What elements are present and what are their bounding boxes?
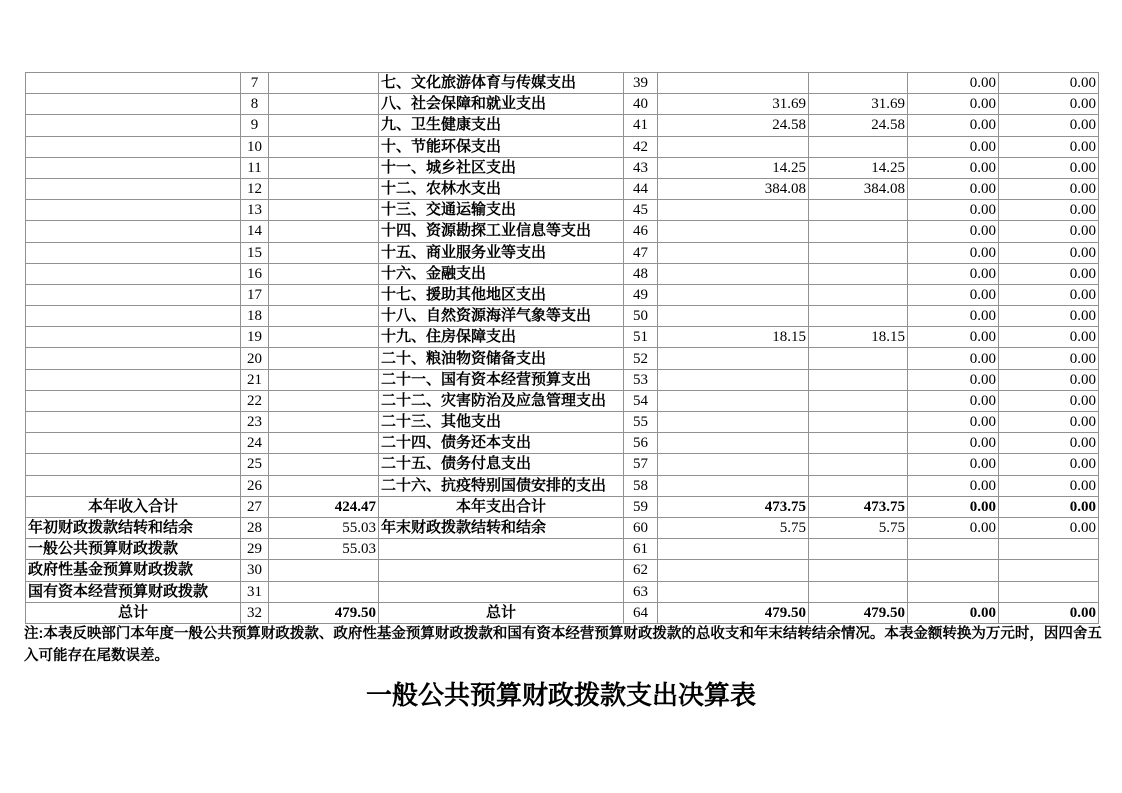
left-amount-cell (269, 348, 379, 369)
value-cell: 0.00 (999, 433, 1099, 454)
value-cell: 0.00 (999, 263, 1099, 284)
value-cell: 0.00 (999, 517, 1099, 538)
left-rownum-cell: 12 (241, 178, 269, 199)
right-rownum-cell: 54 (624, 390, 658, 411)
left-label-cell (26, 221, 241, 242)
right-rownum-cell: 53 (624, 369, 658, 390)
table-row (26, 602, 1099, 623)
value-cell (658, 539, 809, 560)
left-rownum-cell: 10 (241, 136, 269, 157)
left-amount-cell (269, 433, 379, 454)
value-cell (809, 560, 908, 581)
value-cell (658, 221, 809, 242)
left-label-cell (26, 136, 241, 157)
left-label-cell (26, 454, 241, 475)
left-amount-cell (269, 306, 379, 327)
left-rownum-cell: 22 (241, 390, 269, 411)
left-label-cell (26, 348, 241, 369)
table-row (26, 348, 1099, 369)
right-rownum-cell: 63 (624, 581, 658, 602)
value-cell: 0.00 (999, 412, 1099, 433)
left-amount-cell (269, 221, 379, 242)
value-cell (809, 284, 908, 305)
value-cell (999, 539, 1099, 560)
value-cell: 0.00 (999, 221, 1099, 242)
right-rownum-cell: 52 (624, 348, 658, 369)
value-cell: 0.00 (999, 327, 1099, 348)
value-cell: 0.00 (908, 517, 999, 538)
left-rownum-cell: 29 (241, 539, 269, 560)
left-rownum-cell: 19 (241, 327, 269, 348)
left-amount-cell (269, 73, 379, 94)
value-cell: 0.00 (908, 263, 999, 284)
value-cell: 479.50 (809, 602, 908, 623)
table-row (26, 560, 1099, 581)
value-cell (908, 581, 999, 602)
table-row (26, 284, 1099, 305)
value-cell: 479.50 (658, 602, 809, 623)
value-cell: 384.08 (809, 178, 908, 199)
value-cell: 0.00 (999, 369, 1099, 390)
left-rownum-cell: 24 (241, 433, 269, 454)
left-label-cell (26, 115, 241, 136)
value-cell: 14.25 (809, 157, 908, 178)
value-cell (658, 433, 809, 454)
value-cell: 31.69 (658, 94, 809, 115)
right-rownum-cell: 48 (624, 263, 658, 284)
left-label-cell (26, 284, 241, 305)
left-rownum-cell: 8 (241, 94, 269, 115)
left-rownum-cell: 23 (241, 412, 269, 433)
value-cell (658, 348, 809, 369)
left-rownum-cell: 13 (241, 200, 269, 221)
value-cell (809, 412, 908, 433)
left-amount-cell (269, 560, 379, 581)
value-cell (809, 348, 908, 369)
value-cell (809, 242, 908, 263)
left-amount-cell (269, 284, 379, 305)
value-cell: 473.75 (809, 496, 908, 517)
value-cell: 0.00 (999, 178, 1099, 199)
right-rownum-cell: 47 (624, 242, 658, 263)
right-rownum-cell: 45 (624, 200, 658, 221)
table-row (26, 390, 1099, 411)
table-row (26, 94, 1099, 115)
left-amount-cell (269, 115, 379, 136)
right-rownum-cell: 49 (624, 284, 658, 305)
value-cell: 18.15 (809, 327, 908, 348)
table-row (26, 221, 1099, 242)
left-rownum-cell: 14 (241, 221, 269, 242)
value-cell (658, 200, 809, 221)
value-cell: 0.00 (908, 221, 999, 242)
left-amount-cell (269, 94, 379, 115)
value-cell: 473.75 (658, 496, 809, 517)
right-rownum-cell: 50 (624, 306, 658, 327)
value-cell: 0.00 (908, 433, 999, 454)
value-cell: 0.00 (908, 242, 999, 263)
right-label-cell: 九、卫生健康支出 (379, 115, 624, 136)
value-cell: 0.00 (908, 157, 999, 178)
value-cell: 24.58 (809, 115, 908, 136)
value-cell: 0.00 (999, 306, 1099, 327)
value-cell: 0.00 (908, 73, 999, 94)
left-amount-cell (269, 327, 379, 348)
right-label-cell: 二十、粮油物资储备支出 (379, 348, 624, 369)
left-amount-cell (269, 242, 379, 263)
left-label-cell (26, 369, 241, 390)
left-rownum-cell: 7 (241, 73, 269, 94)
value-cell: 0.00 (999, 602, 1099, 623)
value-cell: 18.15 (658, 327, 809, 348)
left-label-cell: 政府性基金预算财政拨款 (26, 560, 241, 581)
right-label-cell: 十六、金融支出 (379, 263, 624, 284)
left-rownum-cell: 18 (241, 306, 269, 327)
left-label-cell (26, 433, 241, 454)
right-label-cell: 年末财政拨款结转和结余 (379, 517, 624, 538)
value-cell: 0.00 (908, 284, 999, 305)
value-cell (658, 454, 809, 475)
left-rownum-cell: 20 (241, 348, 269, 369)
value-cell: 384.08 (658, 178, 809, 199)
value-cell (809, 433, 908, 454)
value-cell (908, 539, 999, 560)
right-rownum-cell: 64 (624, 602, 658, 623)
right-label-cell: 八、社会保障和就业支出 (379, 94, 624, 115)
right-rownum-cell: 51 (624, 327, 658, 348)
value-cell: 5.75 (809, 517, 908, 538)
left-amount-cell (269, 454, 379, 475)
left-amount-cell (269, 136, 379, 157)
value-cell: 0.00 (908, 496, 999, 517)
table-row (26, 475, 1099, 496)
left-amount-cell (269, 581, 379, 602)
value-cell (809, 581, 908, 602)
left-label-cell (26, 178, 241, 199)
table-row (26, 433, 1099, 454)
value-cell (658, 412, 809, 433)
right-rownum-cell: 40 (624, 94, 658, 115)
value-cell: 0.00 (908, 369, 999, 390)
left-label-cell (26, 390, 241, 411)
left-label-cell (26, 412, 241, 433)
left-label-cell: 一般公共预算财政拨款 (26, 539, 241, 560)
left-label-cell (26, 73, 241, 94)
left-label-cell: 国有资本经营预算财政拨款 (26, 581, 241, 602)
left-rownum-cell: 32 (241, 602, 269, 623)
value-cell (658, 390, 809, 411)
right-label-cell (379, 581, 624, 602)
value-cell (658, 306, 809, 327)
value-cell (809, 200, 908, 221)
value-cell (658, 73, 809, 94)
right-rownum-cell: 61 (624, 539, 658, 560)
value-cell (658, 242, 809, 263)
right-rownum-cell: 59 (624, 496, 658, 517)
left-amount-cell (269, 369, 379, 390)
value-cell (999, 581, 1099, 602)
value-cell: 0.00 (908, 178, 999, 199)
left-rownum-cell: 17 (241, 284, 269, 305)
value-cell: 0.00 (908, 390, 999, 411)
value-cell (809, 221, 908, 242)
right-label-cell (379, 539, 624, 560)
right-label-cell: 十八、自然资源海洋气象等支出 (379, 306, 624, 327)
value-cell (809, 136, 908, 157)
right-label-cell: 十二、农林水支出 (379, 178, 624, 199)
right-label-cell: 二十一、国有资本经营预算支出 (379, 369, 624, 390)
right-rownum-cell: 62 (624, 560, 658, 581)
right-rownum-cell: 39 (624, 73, 658, 94)
table-row (26, 412, 1099, 433)
right-label-cell: 十、节能环保支出 (379, 136, 624, 157)
value-cell: 0.00 (999, 284, 1099, 305)
table-row (26, 136, 1099, 157)
table-note: 注:本表反映部门本年度一般公共预算财政拨款、政府性基金预算财政拨款和国有资本经营预算财政拨款的总收支和年末结转结余情况。本表金额转换为万元时，因四舍五入可能存在尾数误差。 (24, 626, 1102, 664)
value-cell: 0.00 (999, 348, 1099, 369)
left-rownum-cell: 16 (241, 263, 269, 284)
right-rownum-cell: 41 (624, 115, 658, 136)
value-cell (809, 475, 908, 496)
left-label-cell (26, 263, 241, 284)
right-label-cell: 十一、城乡社区支出 (379, 157, 624, 178)
left-label-cell (26, 94, 241, 115)
value-cell (658, 560, 809, 581)
right-label-cell: 二十四、债务还本支出 (379, 433, 624, 454)
right-rownum-cell: 44 (624, 178, 658, 199)
right-label-cell: 二十三、其他支出 (379, 412, 624, 433)
right-rownum-cell: 60 (624, 517, 658, 538)
left-amount-cell: 479.50 (269, 602, 379, 623)
right-label-cell: 二十五、债务付息支出 (379, 454, 624, 475)
left-rownum-cell: 28 (241, 517, 269, 538)
table-row (26, 242, 1099, 263)
value-cell (658, 284, 809, 305)
left-label-cell: 年初财政拨款结转和结余 (26, 517, 241, 538)
table-body (26, 73, 1099, 624)
value-cell: 0.00 (999, 242, 1099, 263)
value-cell (908, 560, 999, 581)
value-cell (658, 581, 809, 602)
left-amount-cell (269, 157, 379, 178)
left-rownum-cell: 11 (241, 157, 269, 178)
left-rownum-cell: 15 (241, 242, 269, 263)
value-cell (658, 136, 809, 157)
left-amount-cell (269, 200, 379, 221)
value-cell: 5.75 (658, 517, 809, 538)
page-title: 一般公共预算财政拨款支出决算表 (365, 680, 756, 710)
table-row (26, 327, 1099, 348)
left-amount-cell (269, 412, 379, 433)
value-cell: 0.00 (908, 200, 999, 221)
value-cell: 0.00 (999, 475, 1099, 496)
left-amount-cell: 424.47 (269, 496, 379, 517)
right-label-cell: 二十六、抗疫特别国债安排的支出 (379, 475, 624, 496)
table-row (26, 581, 1099, 602)
value-cell: 0.00 (908, 475, 999, 496)
value-cell: 0.00 (908, 136, 999, 157)
table-row (26, 454, 1099, 475)
right-rownum-cell: 43 (624, 157, 658, 178)
value-cell (809, 369, 908, 390)
value-cell (999, 560, 1099, 581)
left-label-cell: 总计 (26, 602, 241, 623)
value-cell: 0.00 (908, 327, 999, 348)
value-cell: 0.00 (999, 496, 1099, 517)
table-row (26, 369, 1099, 390)
value-cell: 0.00 (908, 454, 999, 475)
right-label-cell: 二十二、灾害防治及应急管理支出 (379, 390, 624, 411)
value-cell (658, 369, 809, 390)
value-cell (809, 390, 908, 411)
value-cell (809, 73, 908, 94)
left-rownum-cell: 27 (241, 496, 269, 517)
right-label-cell: 七、文化旅游体育与传媒支出 (379, 73, 624, 94)
left-rownum-cell: 26 (241, 475, 269, 496)
left-rownum-cell: 31 (241, 581, 269, 602)
value-cell: 14.25 (658, 157, 809, 178)
value-cell: 0.00 (908, 412, 999, 433)
table-row (26, 517, 1099, 538)
right-label-cell: 十五、商业服务业等支出 (379, 242, 624, 263)
left-rownum-cell: 21 (241, 369, 269, 390)
table-row (26, 496, 1099, 517)
right-rownum-cell: 56 (624, 433, 658, 454)
table-row (26, 157, 1099, 178)
value-cell: 0.00 (999, 115, 1099, 136)
value-cell: 0.00 (908, 94, 999, 115)
right-label-cell (379, 560, 624, 581)
value-cell: 0.00 (999, 390, 1099, 411)
value-cell (809, 306, 908, 327)
right-label-cell: 十九、住房保障支出 (379, 327, 624, 348)
left-label-cell (26, 200, 241, 221)
value-cell: 0.00 (999, 454, 1099, 475)
left-rownum-cell: 25 (241, 454, 269, 475)
right-rownum-cell: 46 (624, 221, 658, 242)
value-cell: 0.00 (999, 157, 1099, 178)
right-rownum-cell: 58 (624, 475, 658, 496)
value-cell: 0.00 (999, 200, 1099, 221)
left-amount-cell (269, 263, 379, 284)
table-row (26, 539, 1099, 560)
value-cell: 0.00 (999, 73, 1099, 94)
budget-table (25, 72, 1099, 624)
value-cell (658, 263, 809, 284)
value-cell: 0.00 (908, 115, 999, 136)
value-cell: 0.00 (999, 94, 1099, 115)
left-label-cell (26, 475, 241, 496)
right-label-cell: 十七、援助其他地区支出 (379, 284, 624, 305)
table-row (26, 73, 1099, 94)
left-amount-cell: 55.03 (269, 517, 379, 538)
left-label-cell: 本年收入合计 (26, 496, 241, 517)
left-label-cell (26, 327, 241, 348)
table-row (26, 306, 1099, 327)
right-label-cell: 十四、资源勘探工业信息等支出 (379, 221, 624, 242)
value-cell: 0.00 (908, 602, 999, 623)
value-cell (809, 539, 908, 560)
right-label-cell: 总计 (379, 602, 624, 623)
value-cell: 0.00 (908, 348, 999, 369)
value-cell (658, 475, 809, 496)
left-rownum-cell: 30 (241, 560, 269, 581)
value-cell: 0.00 (908, 306, 999, 327)
left-amount-cell (269, 178, 379, 199)
value-cell: 31.69 (809, 94, 908, 115)
value-cell: 0.00 (999, 136, 1099, 157)
table-row (26, 263, 1099, 284)
value-cell: 24.58 (658, 115, 809, 136)
value-cell (809, 454, 908, 475)
right-label-cell: 本年支出合计 (379, 496, 624, 517)
right-rownum-cell: 57 (624, 454, 658, 475)
left-rownum-cell: 9 (241, 115, 269, 136)
left-amount-cell (269, 475, 379, 496)
value-cell (809, 263, 908, 284)
left-amount-cell (269, 390, 379, 411)
right-rownum-cell: 55 (624, 412, 658, 433)
left-label-cell (26, 242, 241, 263)
table-row (26, 178, 1099, 199)
left-label-cell (26, 157, 241, 178)
left-amount-cell: 55.03 (269, 539, 379, 560)
left-label-cell (26, 306, 241, 327)
right-rownum-cell: 42 (624, 136, 658, 157)
table-row (26, 115, 1099, 136)
right-label-cell: 十三、交通运输支出 (379, 200, 624, 221)
table-row (26, 200, 1099, 221)
